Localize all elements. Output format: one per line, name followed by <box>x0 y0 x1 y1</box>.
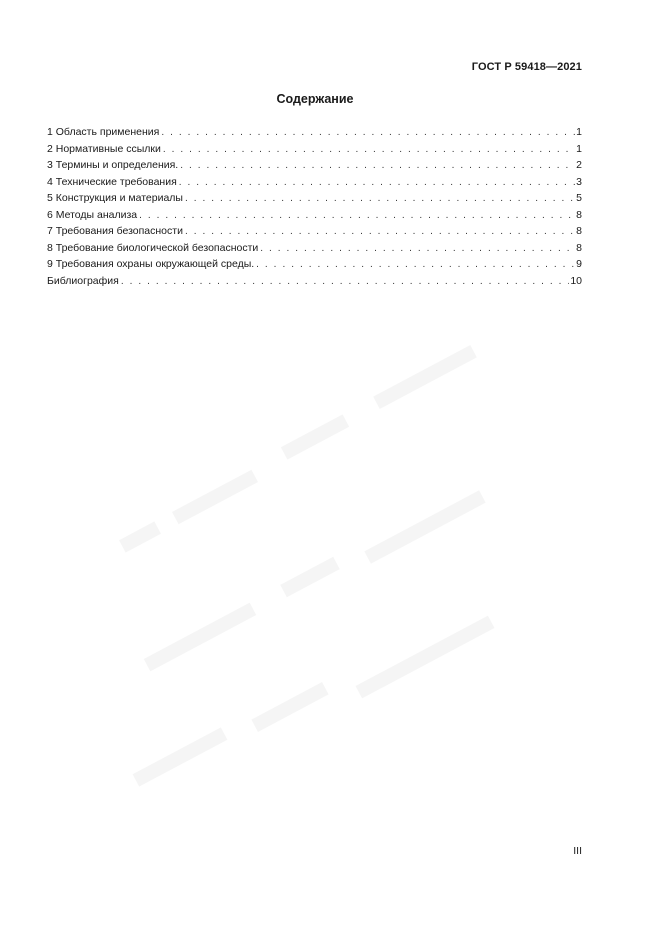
toc-dot-leader <box>139 208 575 225</box>
toc-entry-page: 8 <box>576 241 582 254</box>
toc-entry-label: 6 Методы анализа <box>47 208 138 221</box>
toc-entry-label: 3 Термины и определения. <box>47 159 179 171</box>
toc-dot-leader <box>185 191 575 208</box>
toc-entry[interactable] <box>47 157 582 174</box>
toc-entry-label: 9 Требования охраны окружающей среды. <box>47 258 255 270</box>
toc-entry[interactable] <box>47 174 582 191</box>
toc-entry-label: 2 Нормативные ссылки <box>47 142 161 155</box>
toc-dot-leader <box>260 241 575 258</box>
toc-title: Содержание <box>276 92 354 106</box>
toc-entry-page: 8 <box>576 208 582 221</box>
toc-dot-leader <box>185 224 575 241</box>
toc-dot-leader <box>163 142 575 159</box>
toc-entry[interactable] <box>47 207 582 224</box>
toc-entry-page: 1 <box>576 126 582 138</box>
toc-entry[interactable] <box>47 141 582 158</box>
toc-entry-page: 1 <box>576 142 582 155</box>
toc-entry[interactable] <box>47 273 582 290</box>
page-number: III <box>573 845 582 857</box>
document-code: ГОСТ Р 59418—2021 <box>471 61 582 73</box>
toc-dot-leader <box>256 257 575 274</box>
toc-entry[interactable] <box>47 223 582 240</box>
toc-entry[interactable] <box>47 124 582 141</box>
toc-dot-leader <box>161 125 575 142</box>
toc-entry-page: 3 <box>576 175 582 188</box>
toc-dot-leader <box>179 175 575 192</box>
toc-entry-label: 7 Требования безопасности <box>47 225 183 237</box>
watermark-pattern <box>110 330 570 810</box>
table-of-contents <box>47 124 582 289</box>
toc-entry-page: 5 <box>576 192 582 204</box>
toc-entry[interactable] <box>47 240 582 257</box>
toc-entry-label: Библиография <box>47 274 119 287</box>
toc-entry-label: 5 Конструкция и материалы <box>47 192 183 204</box>
toc-dot-leader <box>121 274 569 291</box>
toc-dot-leader <box>180 158 575 175</box>
toc-entry-page: 9 <box>576 258 582 270</box>
toc-entry[interactable] <box>47 190 582 207</box>
toc-entry-page: 10 <box>570 274 582 287</box>
toc-entry-page: 2 <box>576 159 582 171</box>
toc-entry[interactable] <box>47 256 582 273</box>
toc-entry-label: 1 Область применения <box>47 126 160 138</box>
toc-entry-page: 8 <box>576 225 582 237</box>
toc-entry-label: 4 Технические требования <box>47 175 177 188</box>
toc-entry-label: 8 Требование биологической безопасности <box>47 241 259 254</box>
